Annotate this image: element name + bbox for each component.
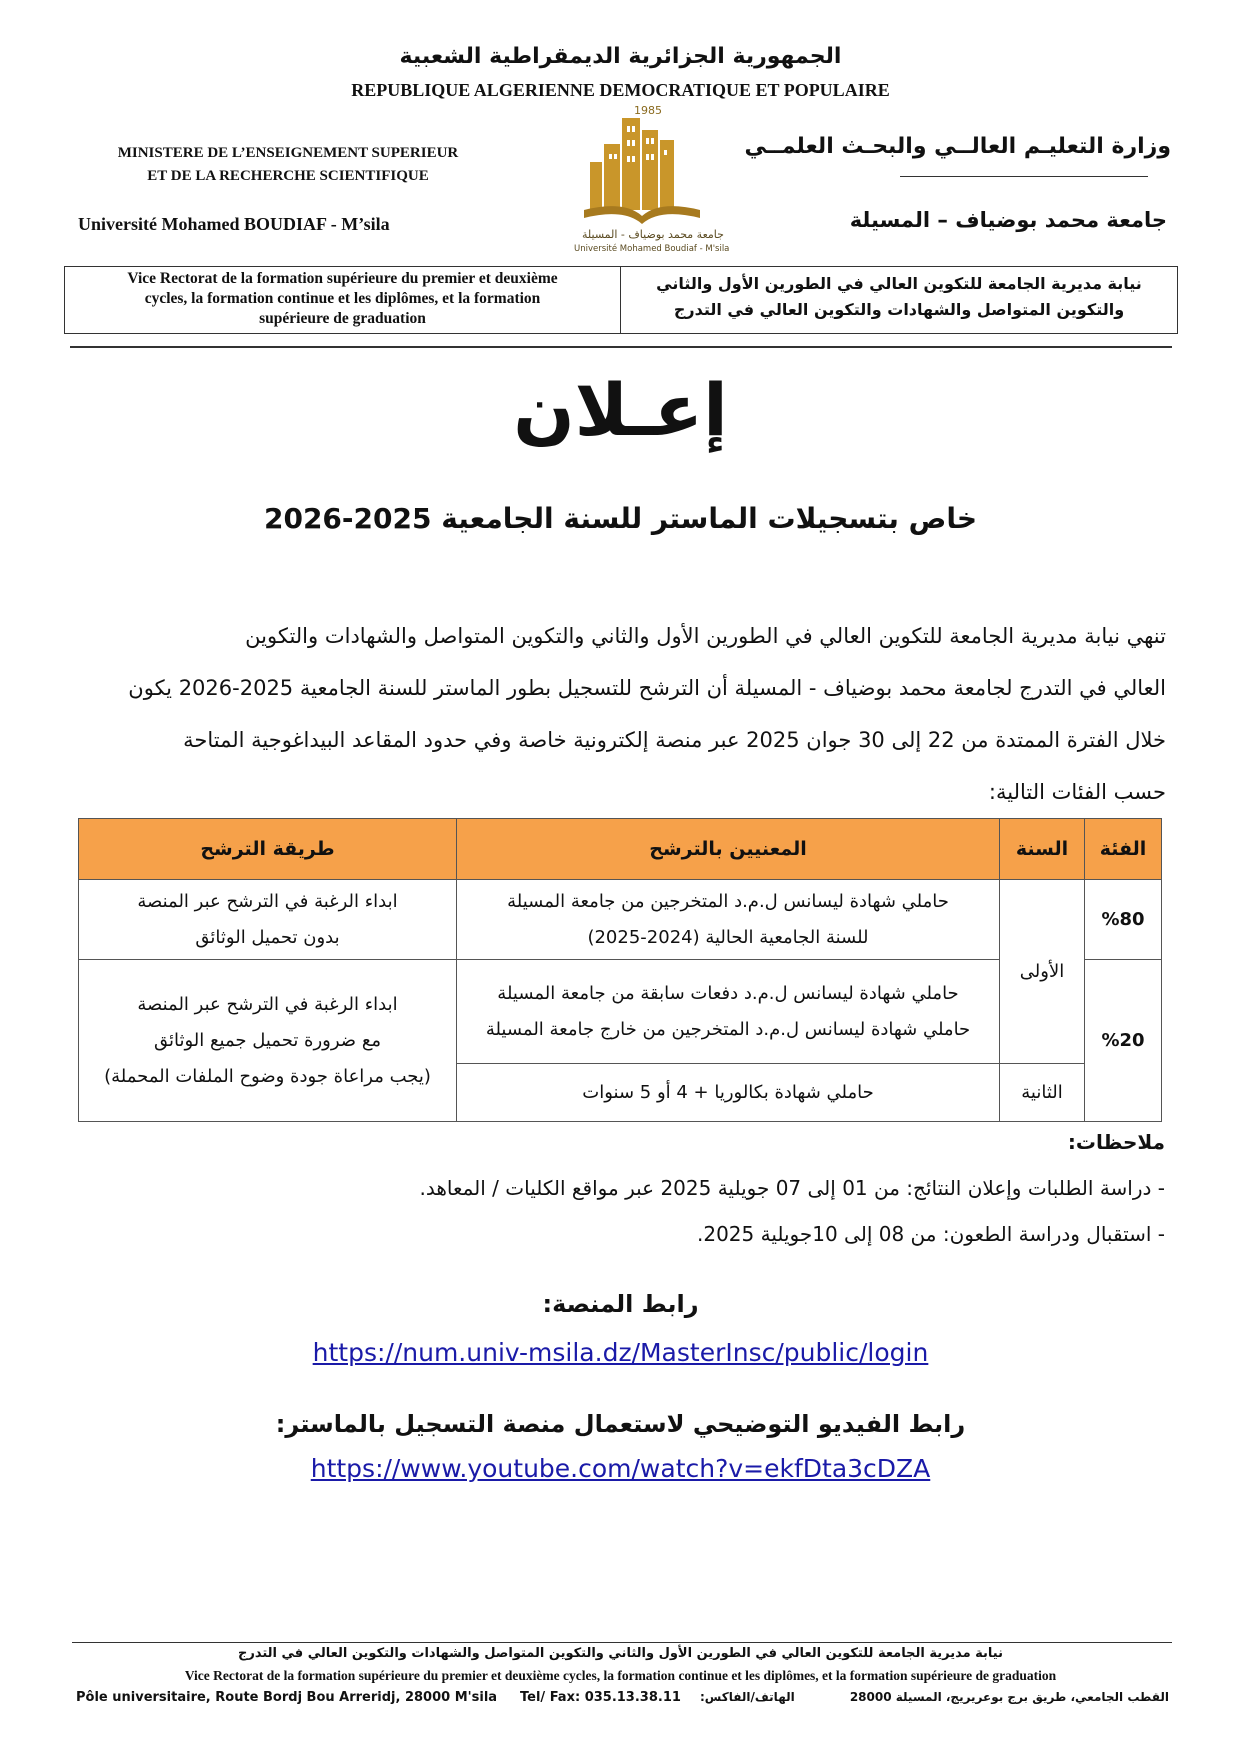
notes-title: ملاحظات:	[1067, 1130, 1165, 1154]
note-results: - دراسة الطلبات وإعلان النتائج: من 01 إلى 07 جويلية 2025 عبر مواقع الكليات / المعاهد.	[419, 1176, 1165, 1200]
announcement-subtitle: خاص بتسجيلات الماستر للسنة الجامعية 2025-2026	[263, 502, 978, 535]
footer-separator	[72, 1642, 1172, 1643]
vice-rectorat-fr-line1: Vice Rectorat de la formation supérieure du premier et deuxième	[127, 270, 558, 287]
row1-concerned-line1: حاملي شهادة ليسانس ل.م.د المتخرجين من جامعة المسيلة	[507, 890, 949, 912]
video-label: رابط الفيديو التوضيحي لاستعمال منصة التسجيل بالماستر:	[275, 1410, 966, 1438]
row3-concerned: حاملي شهادة بكالوريا + 4 أو 5 سنوات	[457, 1064, 1000, 1122]
ministry-fr-line2: ET DE LA RECHERCHE SCIENTIFIQUE	[147, 168, 429, 184]
announcement-title: إعـلان	[513, 368, 728, 452]
header-separator	[70, 346, 1172, 348]
row1-concerned-line2: للسنة الجامعية الحالية (2024-2025)	[587, 926, 869, 948]
video-link[interactable]: https://www.youtube.com/watch?v=ekfDta3cDZA	[310, 1454, 931, 1483]
footer-vice-rectorat-fr: Vice Rectorat de la formation supérieure du premier et deuxième cycles, la formation continue et les diplômes, et la formation supérieure de graduation	[184, 1668, 1057, 1683]
row1-method-line2: بدون تحميل الوثائق	[195, 926, 340, 948]
table-row	[79, 880, 1162, 960]
logo-name-fr: Université Mohamed Boudiaf - M'sila	[574, 244, 730, 254]
row2-method-line2: مع ضرورة تحميل جميع الوثائق	[153, 1029, 382, 1051]
platform-link[interactable]: https://num.univ-msila.dz/MasterInsc/public/login	[312, 1338, 929, 1367]
table-row	[79, 960, 1162, 1064]
ministry-underline	[900, 176, 1148, 177]
ministry-fr-line1: MINISTERE DE L’ENSEIGNEMENT SUPERIEUR	[117, 145, 459, 161]
university-logo-graphic	[574, 104, 752, 254]
footer-phone: Tel/ Fax: 035.13.38.11	[520, 1690, 681, 1705]
logo-year: 1985	[634, 104, 662, 117]
vice-rectorat-ar-line1: نيابة مديرية الجامعة للتكوين العالي في الطورين الأول والثاني	[656, 274, 1142, 293]
row2-category: %20	[1085, 960, 1162, 1122]
university-name-fr: Université Mohamed BOUDIAF - M’sila	[78, 214, 390, 234]
republic-title-ar: الجمهورية الجزائرية الديمقراطية الشعبية	[399, 44, 842, 69]
row2-concerned	[457, 960, 1000, 1064]
row2-concerned-line2: حاملي شهادة ليسانس ل.م.د المتخرجين من خارج جامعة المسيلة	[485, 1018, 971, 1040]
row1-method	[79, 880, 457, 960]
categories-table	[78, 818, 1162, 1122]
paragraph-line-2: العالي في التدرج لجامعة محمد بوضياف - المسيلة أن الترشح للتسجيل بطور الماستر للسنة الجامعية 2025-2026 يكون	[128, 676, 1166, 700]
header-category: الفئة	[1085, 819, 1162, 880]
header-concerned: المعنيين بالترشح	[457, 819, 1000, 880]
footer-address-ar: القطب الجامعي، طريق برج بوعريريج، المسيلة 28000	[849, 1690, 1169, 1704]
university-name-ar: جامعة محمد بوضياف – المسيلة	[849, 208, 1167, 232]
vice-rectorat-fr-line3: supérieure de graduation	[259, 310, 426, 327]
announcement-paragraph	[76, 610, 1166, 818]
logo-name-ar: جامعة محمد بوضياف - المسيلة	[582, 228, 724, 241]
ministry-fr	[68, 142, 508, 188]
paragraph-line-3: خلال الفترة الممتدة من 22 إلى 30 جوان 2025 عبر منصة إلكترونية خاصة وفي حدود المقاعد البيداغوجية المتاحة	[183, 728, 1166, 752]
paragraph-line-1: تنهي نيابة مديرية الجامعة للتكوين العالي في الطورين الأول والثاني والتكوين المتواصل والشهادات والتكوين	[245, 624, 1166, 648]
row2-concerned-line1: حاملي شهادة ليسانس ل.م.د دفعات سابقة من جامعة المسيلة	[497, 982, 959, 1004]
republic-title-fr: REPUBLIQUE ALGERIENNE DEMOCRATIQUE ET POPULAIRE	[351, 80, 890, 100]
table-header-row	[79, 819, 1162, 880]
footer-address-fr: Pôle universitaire, Route Bordj Bou Arreridj, 28000 M'sila	[76, 1690, 498, 1705]
vice-rectorat-fr-line2: cycles, la formation continue et les diplômes, et la formation	[144, 290, 541, 307]
row3-year: الثانية	[1000, 1064, 1085, 1122]
header-method: طريقة الترشح	[79, 819, 457, 880]
row1-year: الأولى	[1000, 880, 1085, 1064]
vice-rectorat-ar-line2: والتكوين المتواصل والشهادات والتكوين العالي في التدرج	[673, 300, 1125, 319]
row1-method-line1: ابداء الرغبة في الترشح عبر المنصة	[137, 890, 398, 912]
platform-label: رابط المنصة:	[542, 1290, 699, 1318]
row2-method-line3: (يجب مراعاة جودة وضوح الملفات المحملة)	[104, 1065, 431, 1087]
vice-rectorat-box	[64, 266, 1178, 334]
university-logo	[574, 104, 752, 254]
row1-concerned	[457, 880, 1000, 960]
note-appeals: - استقبال ودراسة الطعون: من 08 إلى 10جويلية 2025.	[696, 1222, 1165, 1246]
row2-method	[79, 960, 457, 1122]
ministry-ar: وزارة التعليـم العالــي والبحـث العلمــي	[744, 134, 1171, 159]
header-year: السنة	[1000, 819, 1085, 880]
footer-phone-label-ar: الهاتف/الفاكس:	[700, 1690, 795, 1704]
paragraph-line-4: حسب الفئات التالية:	[988, 780, 1166, 804]
footer-vice-rectorat-ar: نيابة مديرية الجامعة للتكوين العالي في الطورين الأول والثاني والتكوين المتواصل والشهادات والتكوين العالي في التدرج	[238, 1646, 1003, 1661]
vice-rectorat-fr	[65, 267, 621, 333]
row1-category: %80	[1085, 880, 1162, 960]
row2-method-line1: ابداء الرغبة في الترشح عبر المنصة	[137, 993, 398, 1015]
vice-rectorat-ar	[621, 267, 1177, 333]
